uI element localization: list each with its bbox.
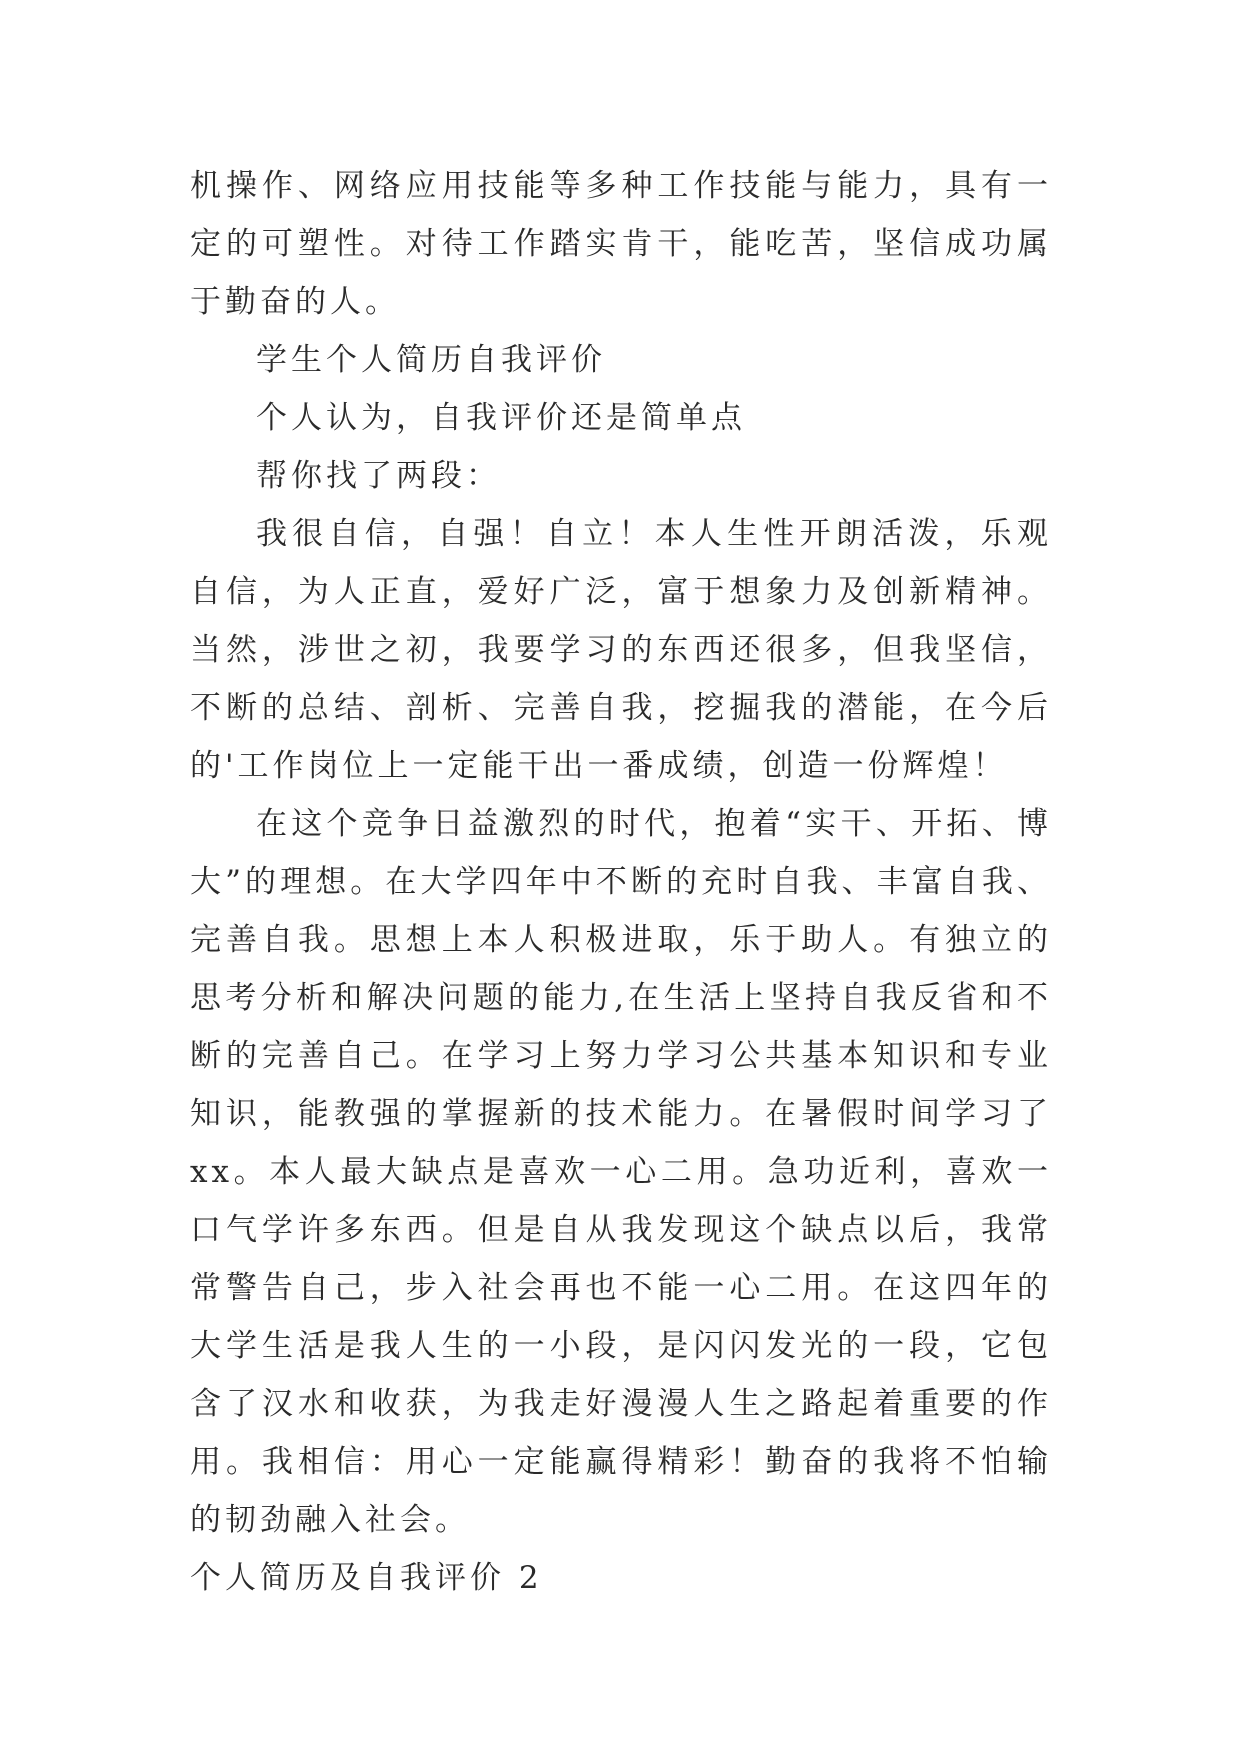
paragraph-sample-two: 在这个竞争日益激烈的时代，抱着“实干、开拓、博大”的理想。在大学四年中不断的充时自我、丰富自我、完善自我。思想上本人积极进取，乐于助人。有独立的思考分析和解决问题的能力,在生活上坚持自我反省和不断的完善自己。在学习上努力学习公共基本知识和专业知识，能教强的掌握新的技术能力。在暑假时间学习了 xx。本人最大缺点是喜欢一心二用。急功近利，喜欢一口气学许多东西。但是自从我发现这个缺点以后，我常常警告自己，步入社会再也不能一心二用。在这四年的大学生活是我人生的一小段，是闪闪发光的一段，它包含了汉水和收获，为我走好漫漫人生之路起着重要的作用。我相信：用心一定能赢得精彩！勤奋的我将不怕输的韧劲融入社会。 xyxy=(190,806,1052,1538)
next-section-heading: 个人简历及自我评价 2 xyxy=(190,1560,543,1596)
document-body xyxy=(190,157,1052,1607)
section-title: 学生个人简历自我评价 xyxy=(256,342,606,378)
paragraph-opinion: 个人认为，自我评价还是简单点 xyxy=(256,400,746,436)
paragraph-continuation: 机操作、网络应用技能等多种工作技能与能力，具有一定的可塑性。对待工作踏实肯干，能吃苦，坚信成功属于勤奋的人。 xyxy=(190,168,1052,320)
paragraph-sample-one: 我很自信，自强！自立！本人生性开朗活泼，乐观自信，为人正直，爱好广泛，富于想象力及创新精神。当然，涉世之初，我要学习的东西还很多，但我坚信，不断的总结、剖析、完善自我，挖掘我的潜能，在今后的'工作岗位上一定能干出一番成绩，创造一份辉煌！ xyxy=(190,516,1052,784)
paragraph-intro: 帮你找了两段： xyxy=(256,458,501,494)
